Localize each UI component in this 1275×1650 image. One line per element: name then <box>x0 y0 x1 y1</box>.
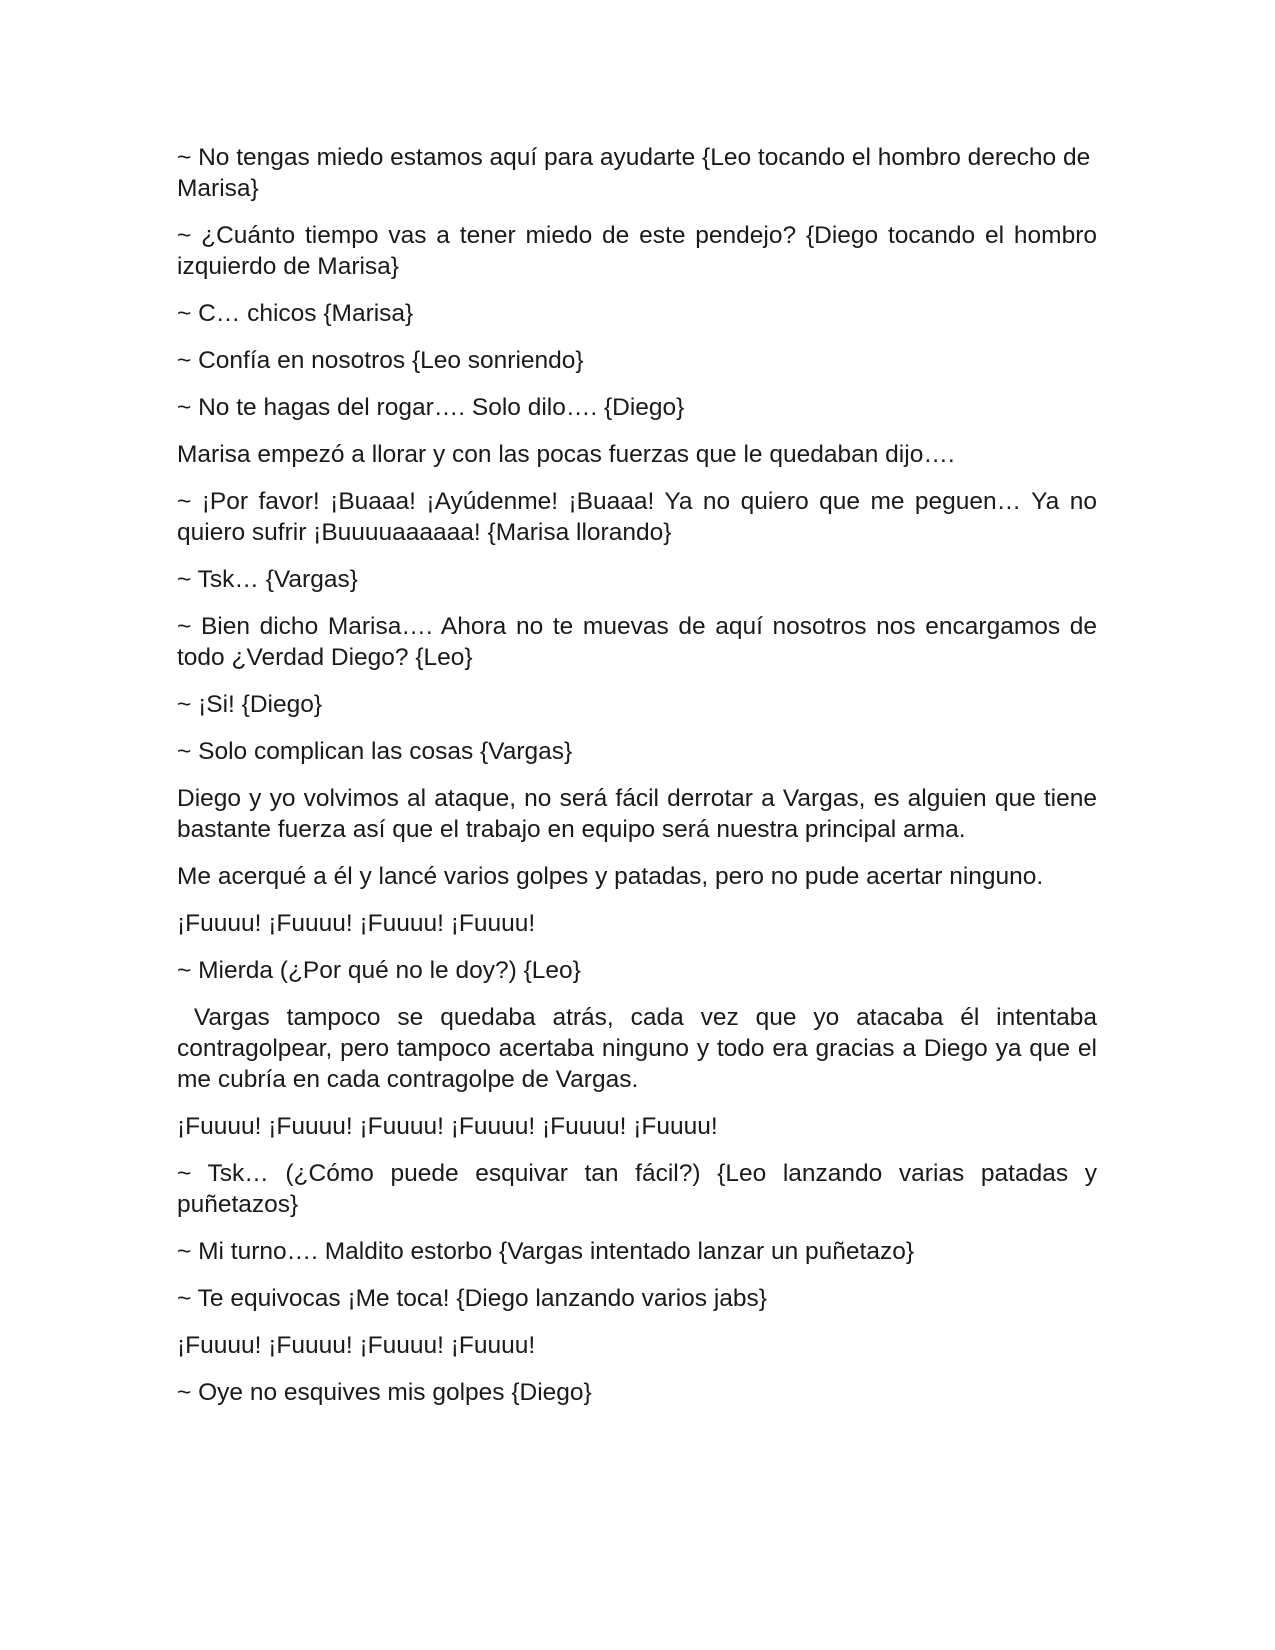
paragraph: Marisa empezó a llorar y con las pocas fuerzas que le quedaban dijo…. <box>177 441 955 468</box>
paragraph: Diego y yo volvimos al ataque, no será fácil derrotar a Vargas, es alguien que tiene bastante fuerza así que el trabajo en equipo será nuestra principal arma. <box>177 785 1097 843</box>
paragraph: ¡Fuuuu! ¡Fuuuu! ¡Fuuuu! ¡Fuuuu! <box>177 910 536 937</box>
paragraph: ~ ¿Cuánto tiempo vas a tener miedo de este pendejo? {Diego tocando el hombro izquierdo de Marisa} <box>177 222 1097 280</box>
paragraph: ~ C… chicos {Marisa} <box>177 300 414 327</box>
paragraph: ~ Bien dicho Marisa…. Ahora no te muevas de aquí nosotros nos encargamos de todo ¿Verdad Diego? {Leo} <box>177 613 1097 671</box>
paragraph: ~ ¡Si! {Diego} <box>177 691 323 718</box>
document-body <box>177 142 1104 1424</box>
paragraph: ~ Solo complican las cosas {Vargas} <box>177 738 573 765</box>
paragraph: ~ No tengas miedo estamos aquí para ayudarte {Leo tocando el hombro derecho de Marisa} <box>177 144 1091 202</box>
paragraph: Me acerqué a él y lancé varios golpes y patadas, pero no pude acertar ninguno. <box>177 863 1044 890</box>
paragraph: ~ No te hagas del rogar…. Solo dilo…. {Diego} <box>177 394 685 421</box>
paragraph: ~ Oye no esquives mis golpes {Diego} <box>177 1379 592 1406</box>
paragraph: ~ Tsk… {Vargas} <box>177 566 358 593</box>
paragraph: ~ Mierda (¿Por qué no le doy?) {Leo} <box>177 957 581 984</box>
paragraph: ~ Tsk… (¿Cómo puede esquivar tan fácil?) {Leo lanzando varias patadas y puñetazos} <box>177 1160 1097 1218</box>
paragraph: ~ Mi turno…. Maldito estorbo {Vargas intentado lanzar un puñetazo} <box>177 1238 915 1265</box>
paragraph: ~ ¡Por favor! ¡Buaaa! ¡Ayúdenme! ¡Buaaa! Ya no quiero que me peguen… Ya no quiero sufrir ¡Buuuuaaaaaa! {Marisa llorando} <box>177 488 1097 546</box>
paragraph: Vargas tampoco se quedaba atrás, cada vez que yo atacaba él intentaba contragolpear, pero tampoco acertaba ninguno y todo era gracias a Diego ya que el me cubría en cada contragolpe de Vargas. <box>177 1004 1104 1093</box>
paragraph: ~ Te equivocas ¡Me toca! {Diego lanzando varios jabs} <box>177 1285 767 1312</box>
paragraph: ¡Fuuuu! ¡Fuuuu! ¡Fuuuu! ¡Fuuuu! ¡Fuuuu! ¡Fuuuu! <box>177 1113 718 1140</box>
paragraph: ¡Fuuuu! ¡Fuuuu! ¡Fuuuu! ¡Fuuuu! <box>177 1332 536 1359</box>
paragraph: ~ Confía en nosotros {Leo sonriendo} <box>177 347 584 374</box>
